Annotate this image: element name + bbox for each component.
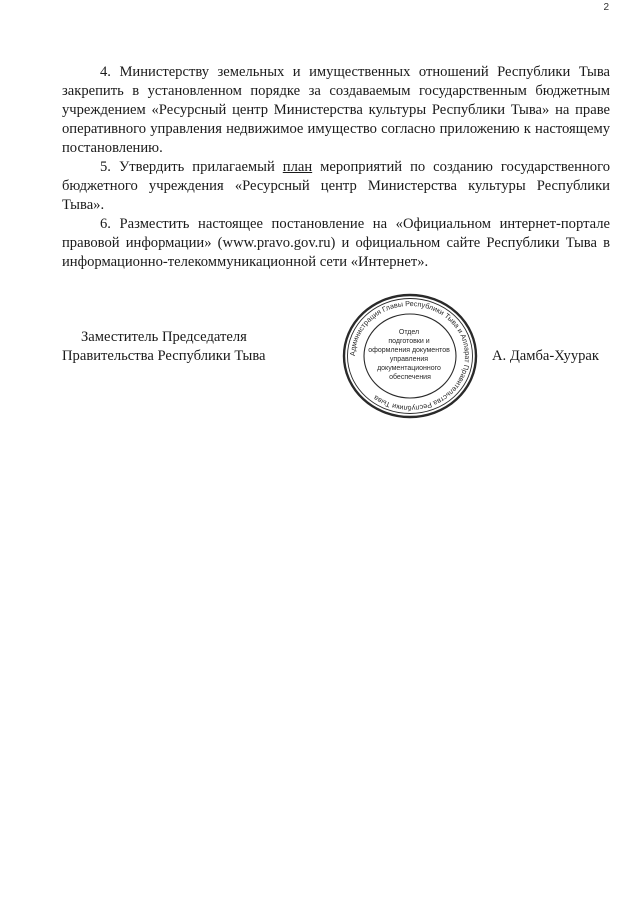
svg-text:Отдел подготовки и [368,329,452,381]
paragraph-5-start: 5. Утвердить прилагаемый [100,159,283,175]
seal-inner-line-3: оформления документов [368,347,450,354]
seal-inner-line-4: управления [389,356,429,363]
seal-inner-line-6: обеспечения [389,374,431,381]
seal-graphic [340,292,480,420]
signatory-position-line2: Правительства Республики Тыва [62,348,266,364]
paragraph-4: 4. Министерству земельных и имущественных отношений Республики Тыва закрепить в установленном порядке за создаваемым государственным бюджетным учреждением «Ресурсный центр Министерства культуры Республики Тыва» на праве оперативного управления недвижимое имущество согласно приложению к настоящему постановлению. [62,64,610,156]
official-seal [340,292,480,420]
signatory-name: А. Дамба-Хуурак [492,348,599,364]
signatory-position [62,328,266,366]
signatory-position-line1: Заместитель Председателя [81,329,247,345]
plan-link[interactable]: план [282,159,313,175]
seal-inner-line-1: Отдел [398,329,420,336]
seal-inner-line-2: подготовки и [388,338,430,345]
page-number: 2 [603,2,609,13]
paragraph-5 [62,158,610,215]
seal-inner-line-5: документационного [377,365,441,372]
paragraph-5-end: мероприятий по созданию государственного бюджетного учреждения «Ресурсный центр Министерства культуры Республики Тыва». [62,159,610,213]
seal-outer-text: Администрация Главы Республики Тыва и Аппарат Правительства Республики Тыва [347,298,473,414]
document-body [62,63,610,272]
paragraph-6: 6. Разместить настоящее постановление на «Официальном интернет-портале правовой информации» (www.pravo.gov.ru) и официальном сайте Республики Тыва в информационно-телекоммуникационной сети «Интернет». [62,216,610,270]
